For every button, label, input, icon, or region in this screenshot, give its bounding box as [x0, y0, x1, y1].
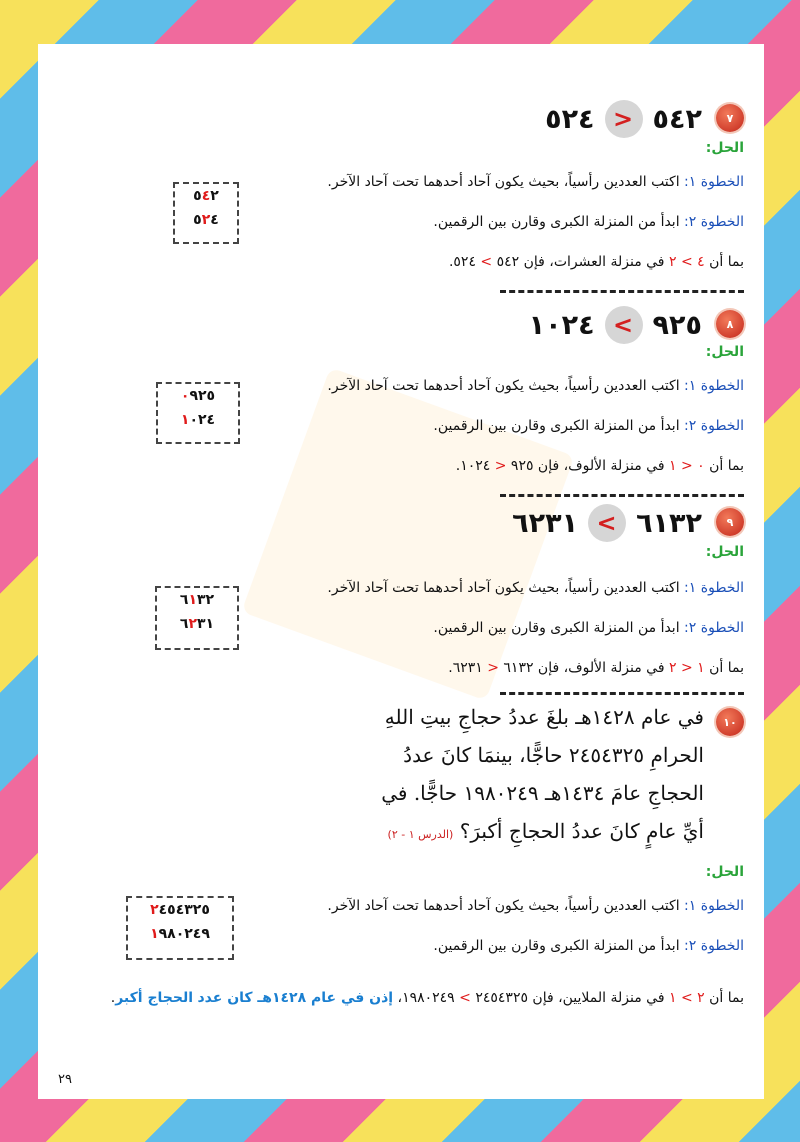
box-row-a: ٦١٣٢	[179, 592, 215, 608]
separator	[500, 290, 744, 293]
lesson-reference: (الدرس ١ - ٢)	[387, 828, 454, 841]
question-badge-9: ٩	[716, 508, 744, 536]
worksheet-page	[38, 44, 764, 1099]
separator	[500, 494, 744, 497]
solution-label: الحل:	[705, 544, 744, 560]
box-row-b: ٦٢٣١	[179, 616, 215, 632]
box-row-b: ٥٢٤	[193, 212, 219, 228]
box-row-a: ٢٤٥٤٣٢٥	[150, 902, 210, 918]
step-1-text: اكتب العددين رأسياً، بحيث يكون آحاد أحدهما تحت آحاد الآخر.	[327, 174, 685, 190]
left-number: ١٠٢٤	[528, 309, 595, 341]
comparison-line-8	[529, 306, 702, 344]
problem-line-3: الحجاجِ عامَ ١٤٣٤هـ ١٩٨٠٢٤٩ حاجًّا. في	[381, 781, 704, 805]
box-row-b: ١٩٨٠٢٤٩	[150, 926, 210, 942]
comparison-line-7	[545, 100, 702, 138]
step-1-prefix: الخطوة ١:	[684, 174, 744, 190]
step-1: الخطوة ١: اكتب العددين رأسياً، بحيث يكون آحاد أحدهما تحت آحاد الآخر.	[327, 580, 744, 596]
box-row-b: ١٠٢٤	[180, 412, 216, 428]
box-row-a: ٠٩٢٥	[180, 388, 216, 404]
problem-line-2: الحرامِ ٢٤٥٤٣٢٥ حاجًّا، بينمَا كانَ عددُ	[403, 743, 704, 767]
problem-line-1: في عام ١٤٢٨هـ بلغَ عددُ حجاجِ بيتِ اللهِ	[384, 705, 704, 729]
conclusion-10: بما أن ٢ > ١ في منزلة الملايين، فإن ٢٤٥٤٣٢٥ > ١٩٨٠٢٤٩، إذن في عام ١٤٢٨هـ كان عدد الحجاج أكبر.	[110, 990, 744, 1006]
question-badge-10: ١٠	[716, 708, 744, 736]
box-row-a: ٥٤٢	[193, 188, 219, 204]
problem-line-4: أيِّ عامٍ كانَ عددُ الحجاجِ أكبرَ؟ (الدرس ١ - ٢)	[387, 819, 704, 843]
separator	[500, 692, 744, 695]
left-number: ٦٢٣١	[512, 507, 579, 539]
conclusion-8: بما أن ٠ < ١ في منزلة الألوف، فإن ٩٢٥ < ١٠٢٤.	[455, 458, 744, 474]
step-2	[433, 214, 744, 230]
conclusion-7: بما أن ٤ > ٢ في منزلة العشرات، فإن ٥٤٢ > ٥٢٤.	[448, 254, 744, 270]
comparison-line-9	[512, 504, 702, 542]
vertical-numbers-box	[155, 586, 239, 650]
vertical-numbers-box	[126, 896, 234, 960]
solution-label: الحل:	[705, 140, 744, 156]
step-2: الخطوة ٢: ابدأ من المنزلة الكبرى وقارن بين الرقمين.	[433, 938, 744, 954]
right-number: ٦١٣٢	[636, 507, 702, 539]
step-1	[327, 174, 744, 190]
solution-label: الحل:	[705, 344, 744, 360]
vertical-numbers-box	[173, 182, 239, 244]
step-2-text: ابدأ من المنزلة الكبرى وقارن بين الرقمين.	[433, 214, 685, 230]
step-2: الخطوة ٢: ابدأ من المنزلة الكبرى وقارن بين الرقمين.	[433, 418, 744, 434]
word-problem-10	[381, 698, 704, 854]
comparison-sign: <	[605, 306, 643, 344]
question-badge-7: ٧	[716, 104, 744, 132]
comparison-sign: >	[605, 100, 643, 138]
step-1: الخطوة ١: اكتب العددين رأسياً، بحيث يكون آحاد أحدهما تحت آحاد الآخر.	[327, 898, 744, 914]
question-badge-8: ٨	[716, 310, 744, 338]
comparison-sign: <	[588, 504, 626, 542]
step-2-prefix: الخطوة ٢:	[684, 214, 744, 230]
right-number: ٥٤٢	[652, 103, 702, 135]
solution-label: الحل:	[705, 864, 744, 880]
step-2: الخطوة ٢: ابدأ من المنزلة الكبرى وقارن بين الرقمين.	[433, 620, 744, 636]
conclusion-9: بما أن ١ < ٢ في منزلة الألوف، فإن ٦١٣٢ < ٦٢٣١.	[448, 660, 744, 676]
page-number: ٢٩	[58, 1072, 72, 1087]
left-number: ٥٢٤	[545, 103, 595, 135]
vertical-numbers-box	[156, 382, 240, 444]
right-number: ٩٢٥	[652, 309, 702, 341]
step-1: الخطوة ١: اكتب العددين رأسياً، بحيث يكون آحاد أحدهما تحت آحاد الآخر.	[327, 378, 744, 394]
